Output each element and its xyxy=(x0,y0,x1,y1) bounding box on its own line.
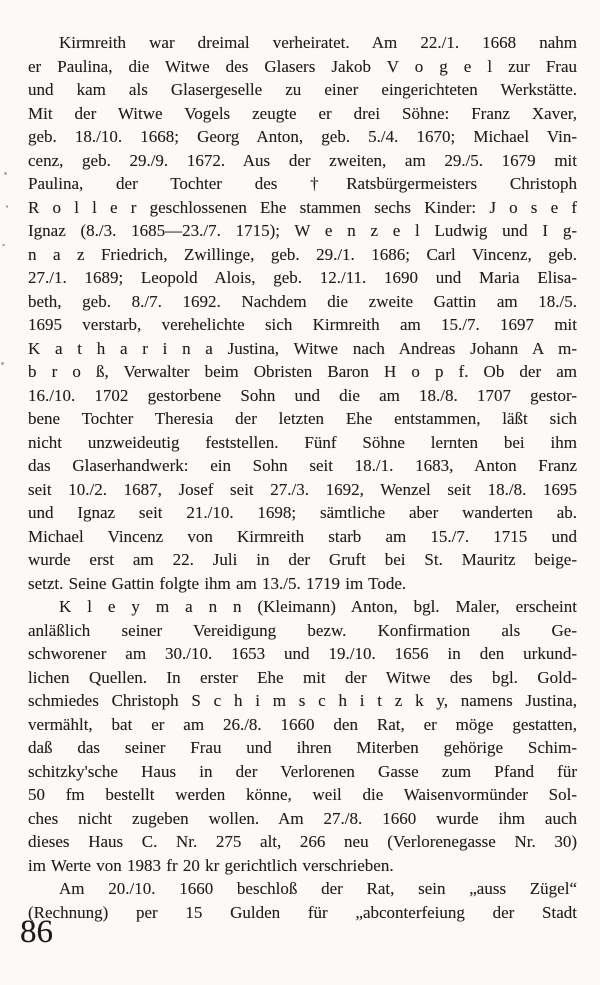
text-line: das Glaserhandwerk: ein Sohn seit 18./1. 1683, Anton Franz xyxy=(28,456,577,475)
text-line: seit 10./2. 1687, Josef seit 27./3. 1692, Wenzel seit 18./8. 1695 xyxy=(28,479,577,499)
text-line: (Rechnung) per 15 Gulden für „abconterfeiung der Stadt xyxy=(28,902,577,922)
text-line: 27./1. 1689; Leopold Alois, geb. 12./11. 1690 und Maria Elisa- xyxy=(28,268,577,287)
text-line: dieses Haus C. Nr. 275 alt, 266 neu (Verlorenegasse Nr. 30) xyxy=(28,832,577,851)
text-line: ches nicht zugeben wollen. Am 27./8. 1660 wurde ihm auch xyxy=(28,808,577,828)
text-line: schitzky'sche Haus in der Verlorenen Gasse zum Pfand für xyxy=(28,761,577,781)
text-line: K l e y m a n n (Kleimann) Anton, bgl. Maler, erscheint xyxy=(59,597,577,616)
text-line: anläßlich seiner Vereidigung bezw. Konfirmation als Ge- xyxy=(28,620,577,640)
text-line: nicht unzweideutig feststellen. Fünf Söhne lernten bei ihm xyxy=(28,432,577,452)
text-line: b r o ß, Verwalter beim Obristen Baron H o p f. Ob der am xyxy=(28,362,577,381)
text-line: 50 fm bestellt werden könne, weil die Waisenvormünder Sol- xyxy=(28,785,577,804)
text-line: wurde erst am 22. Juli in der Gruft bei St. Mauritz beige- xyxy=(28,550,577,569)
text-line: Mit der Witwe Vogels zeugte er drei Söhne: Franz Xaver, xyxy=(28,103,577,123)
paragraph xyxy=(28,595,577,877)
scan-speck xyxy=(1,362,4,365)
text-line: und Ignaz seit 21./10. 1698; sämtliche aber wanderten ab. xyxy=(28,503,577,522)
text-line: lichen Quellen. In erster Ehe mit der Witwe des bgl. Gold- xyxy=(28,667,577,687)
text-line: vermählt, bat er am 26./8. 1660 den Rat, er möge gestatten, xyxy=(28,714,577,734)
text-line: Paulina, der Tochter des †Ratsbürgermeisters Christoph xyxy=(28,174,577,193)
scan-speck xyxy=(6,205,8,208)
text-line: Ignaz (8./3. 1685—23./7. 1715); W e n z e l Ludwig und I g- xyxy=(28,221,577,240)
scan-speck xyxy=(2,244,5,246)
text-line: er Paulina, die Witwe des Glasers Jakob V o g e l zur Frau xyxy=(28,56,577,76)
text-line: und kam als Glasergeselle zu einer eingerichteten Werkstätte. xyxy=(28,80,577,99)
text-line: schmiedes Christoph S c h i m s c h i t z k y, namens Justina, xyxy=(28,691,577,710)
paragraph xyxy=(28,877,577,924)
text-line: R o l l e r geschlossenen Ehe stammen sechs Kinder: J o s e f xyxy=(28,197,577,217)
scan-speck xyxy=(4,172,7,175)
text-line: setzt. Seine Gattin folgte ihm am 13./5. 1719 im Tode. xyxy=(28,573,407,593)
text-line: geb. 18./10. 1668; Georg Anton, geb. 5./4. 1670; Michael Vin- xyxy=(28,127,577,146)
text-line: bene Tochter Theresia der letzten Ehe entstammen, läßt sich xyxy=(28,409,577,428)
text-line: cenz, geb. 29./9. 1672. Aus der zweiten, am 29./5. 1679 mit xyxy=(28,150,577,170)
page-number: 86 xyxy=(20,914,53,950)
text-line: schworener am 30./10. 1653 und 19./10. 1656 in den urkund- xyxy=(28,644,577,663)
text-line: Kirmreith war dreimal verheiratet. Am 22./1. 1668 nahm xyxy=(59,33,577,52)
text-line: daß das seiner Frau und ihren Miterben gehörige Schim- xyxy=(28,738,577,757)
text-line: Michael Vincenz von Kirmreith starb am 15./7. 1715 und xyxy=(28,526,577,546)
text-line: 1695 verstarb, verehelichte sich Kirmreith am 15./7. 1697 mit xyxy=(28,315,577,334)
text-line: im Werte von 1983 fr 20 kr gerichtlich verschrieben. xyxy=(28,855,394,875)
text-line: n a z Friedrich, Zwillinge, geb. 29./1. 1686; Carl Vincenz, geb. xyxy=(28,244,577,264)
text-line: Am 20./10. 1660 beschloß der Rat, sein „auss Zügel“ xyxy=(59,879,577,898)
text-line: K a t h a r i n a Justina, Witwe nach Andreas Johann A m- xyxy=(28,338,577,358)
paragraph xyxy=(28,31,577,595)
text-line: 16./10. 1702 gestorbene Sohn und die am 18./8. 1707 gestor- xyxy=(28,385,577,405)
text-block xyxy=(28,31,577,924)
text-line: beth, geb. 8./7. 1692. Nachdem die zweite Gattin am 18./5. xyxy=(28,291,577,311)
